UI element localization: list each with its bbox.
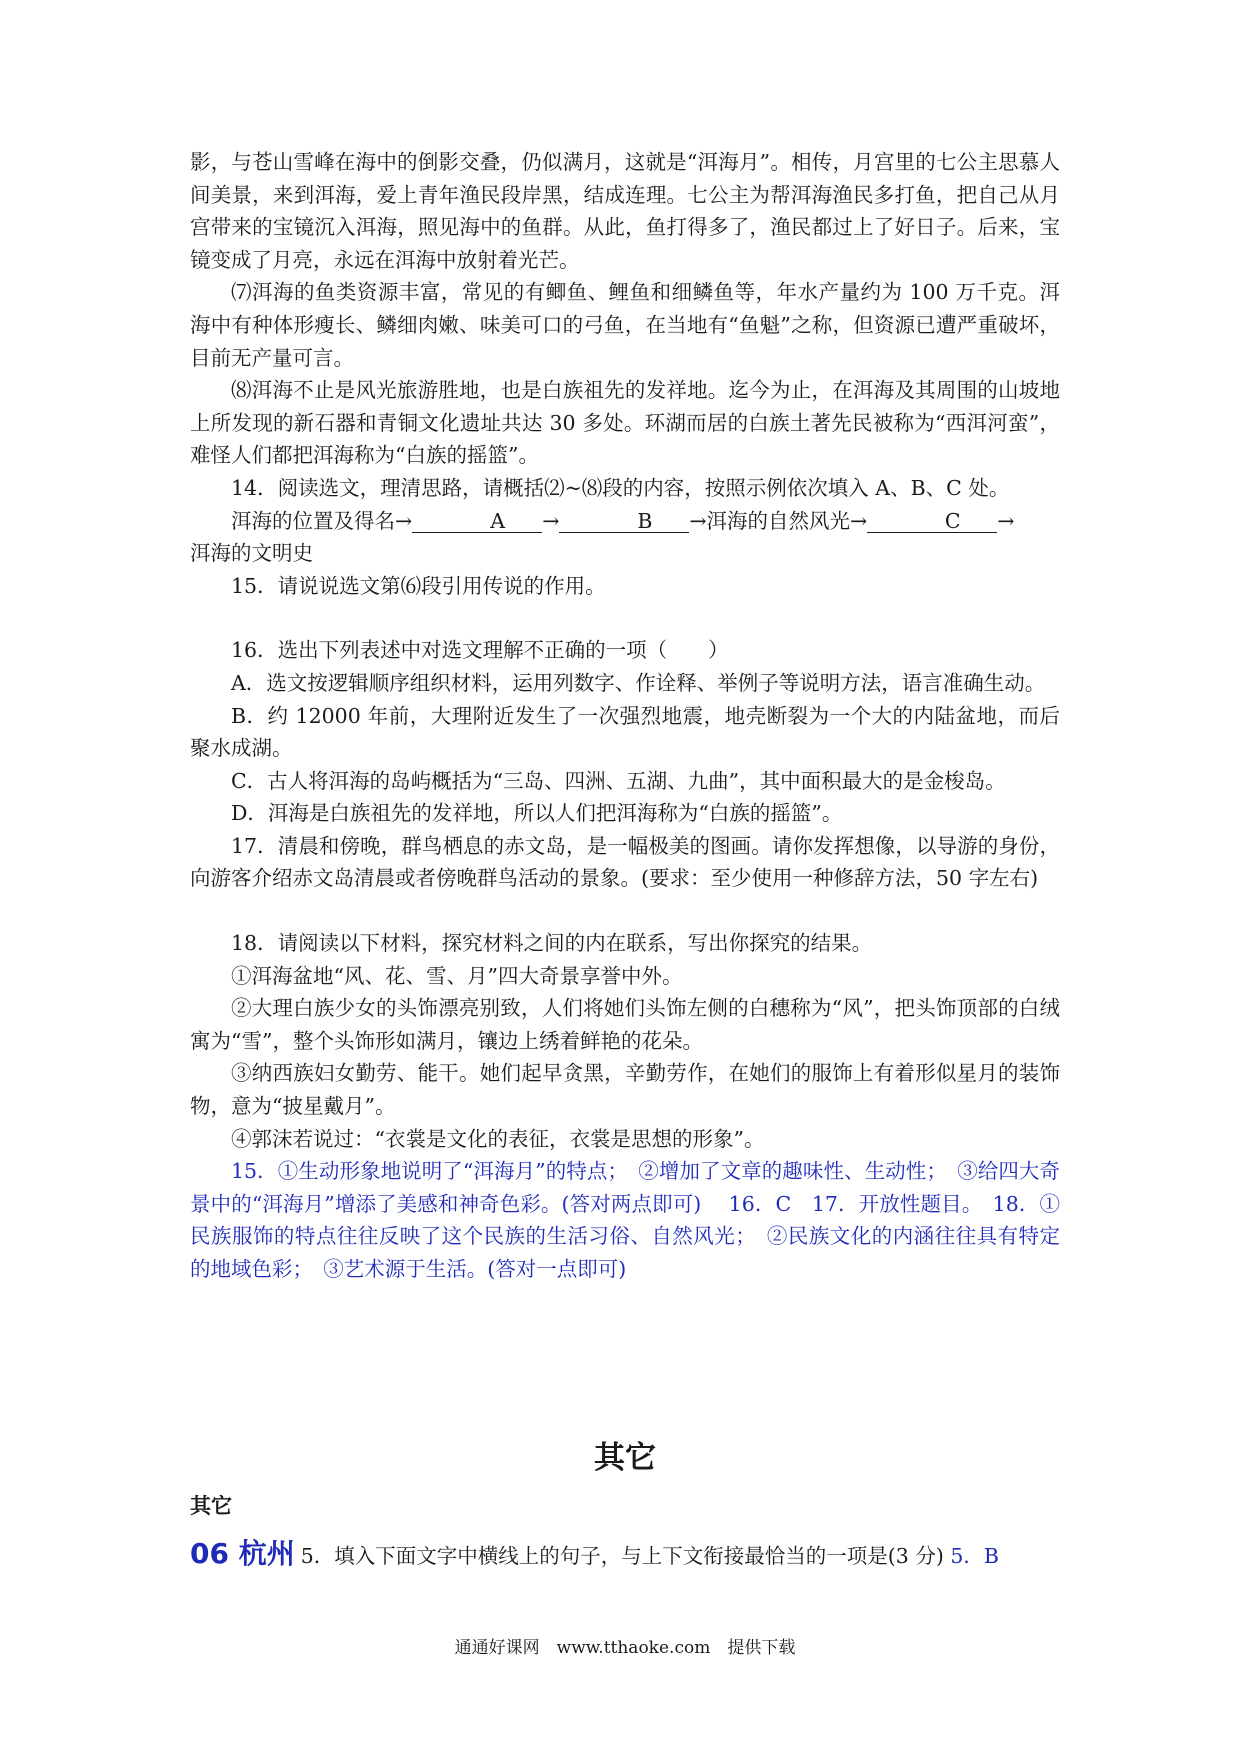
material-2: ②大理白族少女的头饰漂亮别致，人们将她们头饰左侧的白穗称为“风”，把头饰顶部的白绒寓为“雪”，整个头饰形如满月，镶边上绣着鲜艳的花朵。 xyxy=(190,996,1060,1053)
blank-b: B xyxy=(559,510,689,533)
option-a: A．选文按逻辑顺序组织材料，运用列数字、作诠释、举例子等说明方法，语言准确生动。 xyxy=(231,670,1046,695)
flow-arrow: → xyxy=(542,508,560,533)
flow-start: 洱海的位置及得名→ xyxy=(231,508,413,533)
material-4: ④郭沫若说过：“衣裳是文化的表征，衣裳是思想的形象”。 xyxy=(231,1126,765,1151)
hangzhou-question xyxy=(190,1534,999,1576)
question-16: 16．选出下列表述中对选文理解不正确的一项（ ） xyxy=(231,638,729,663)
paragraph-7: ⑺洱海的鱼类资源丰富，常见的有鲫鱼、鲤鱼和细鳞鱼等，年水产量约为 100 万千克。洱海中有种体形瘦长、鳞细肉嫩、味美可口的弓鱼，在当地有“鱼魁”之称，但资源已遭严重破坏，目前无产量可言。 xyxy=(190,280,1060,370)
answer-space xyxy=(190,895,1060,927)
question-14: 14．阅读选文，理清思路，请概括⑵~⑻段的内容，按照示例依次填入 A、B、C 处。 xyxy=(231,475,1010,500)
material-1: ①洱海盆地“风、花、雪、月”四大奇景享誉中外。 xyxy=(231,963,683,988)
question-15: 15．请说说选文第⑹段引用传说的作用。 xyxy=(231,573,606,598)
flow-arrow: → xyxy=(997,508,1015,533)
question-5: 5．填入下面文字中横线上的句子，与上下文衔接最恰当的一项是(3 分) xyxy=(300,1544,944,1568)
page-footer: 通通好课网 www.tthaoke.com 提供下载 xyxy=(454,1638,796,1658)
blank-a: A xyxy=(412,510,542,533)
blank-c: C xyxy=(867,510,997,533)
answer-key: 15．①生动形象地说明了“洱海月”的特点； ②增加了文章的趣味性、生动性； ③给四大奇景中的“洱海月”增添了美感和神奇色彩。(答对两点即可) 16．C 17．开放性题目。 18．①民族服饰的特点往往反映了这个民族的生活习俗、自然风光； ②民族文化的内涵往往具有特定的地域色彩； ③艺术源于生活。(答对一点即可) xyxy=(190,1159,1060,1281)
question-17: 17．清晨和傍晚，群鸟栖息的赤文岛，是一幅极美的图画。请你发挥想像，以导游的身份，向游客介绍赤文岛清晨或者傍晚群鸟活动的景象。(要求：至少使用一种修辞方法，50 字左右) xyxy=(190,833,1060,891)
option-d: D．洱海是白族祖先的发祥地，所以人们把洱海称为“白族的摇篮”。 xyxy=(231,801,843,826)
option-c: C．古人将洱海的岛屿概括为“三岛、四洲、五湖、九曲”，其中面积最大的是金梭岛。 xyxy=(231,768,1006,793)
question-14-flow xyxy=(190,505,1060,538)
question-18: 18．请阅读以下材料，探究材料之间的内在联系，写出你探究的结果。 xyxy=(231,931,873,956)
document-body xyxy=(190,146,1060,1286)
option-b: B．约 12000 年前，大理附近发生了一次强烈地震，地壳断裂为一个大的内陆盆地，而后聚水成湖。 xyxy=(190,703,1060,761)
answer-space xyxy=(190,602,1060,634)
paragraph-6-continued: 影，与苍山雪峰在海中的倒影交叠，仍似满月，这就是“洱海月”。相传，月宫里的七公主思慕人间美景，来到洱海，爱上青年渔民段岸黑，结成连理。七公主为帮洱海渔民多打鱼，把自己从月宫带来的宝镜沉入洱海，照见海中的鱼群。从此，鱼打得多了，渔民都过上了好日子。后来，宝镜变成了月亮，永远在洱海中放射着光芒。 xyxy=(190,150,1060,272)
material-3: ③纳西族妇女勤劳、能干。她们起早贪黑，辛勤劳作，在她们的服饰上有着形似星月的装饰物，意为“披星戴月”。 xyxy=(190,1061,1060,1119)
paragraph-8: ⑻洱海不止是风光旅游胜地，也是白族祖先的发祥地。迄今为止，在洱海及其周围的山坡地上所发现的新石器和青铜文化遗址共达 30 多处。环湖而居的白族土著先民被称为“西洱河蛮”，难怪人们都把洱海称为“白族的摇篮”。 xyxy=(190,378,1060,468)
section-heading: 其它 xyxy=(594,1440,656,1476)
answer-5: 5．B xyxy=(950,1544,999,1568)
section-subheading: 其它 xyxy=(190,1494,232,1518)
flow-mid: →洱海的自然风光→ xyxy=(689,508,868,533)
city-label: 06 杭州 xyxy=(190,1537,295,1570)
question-14-flow-end: 洱海的文明史 xyxy=(190,541,313,566)
